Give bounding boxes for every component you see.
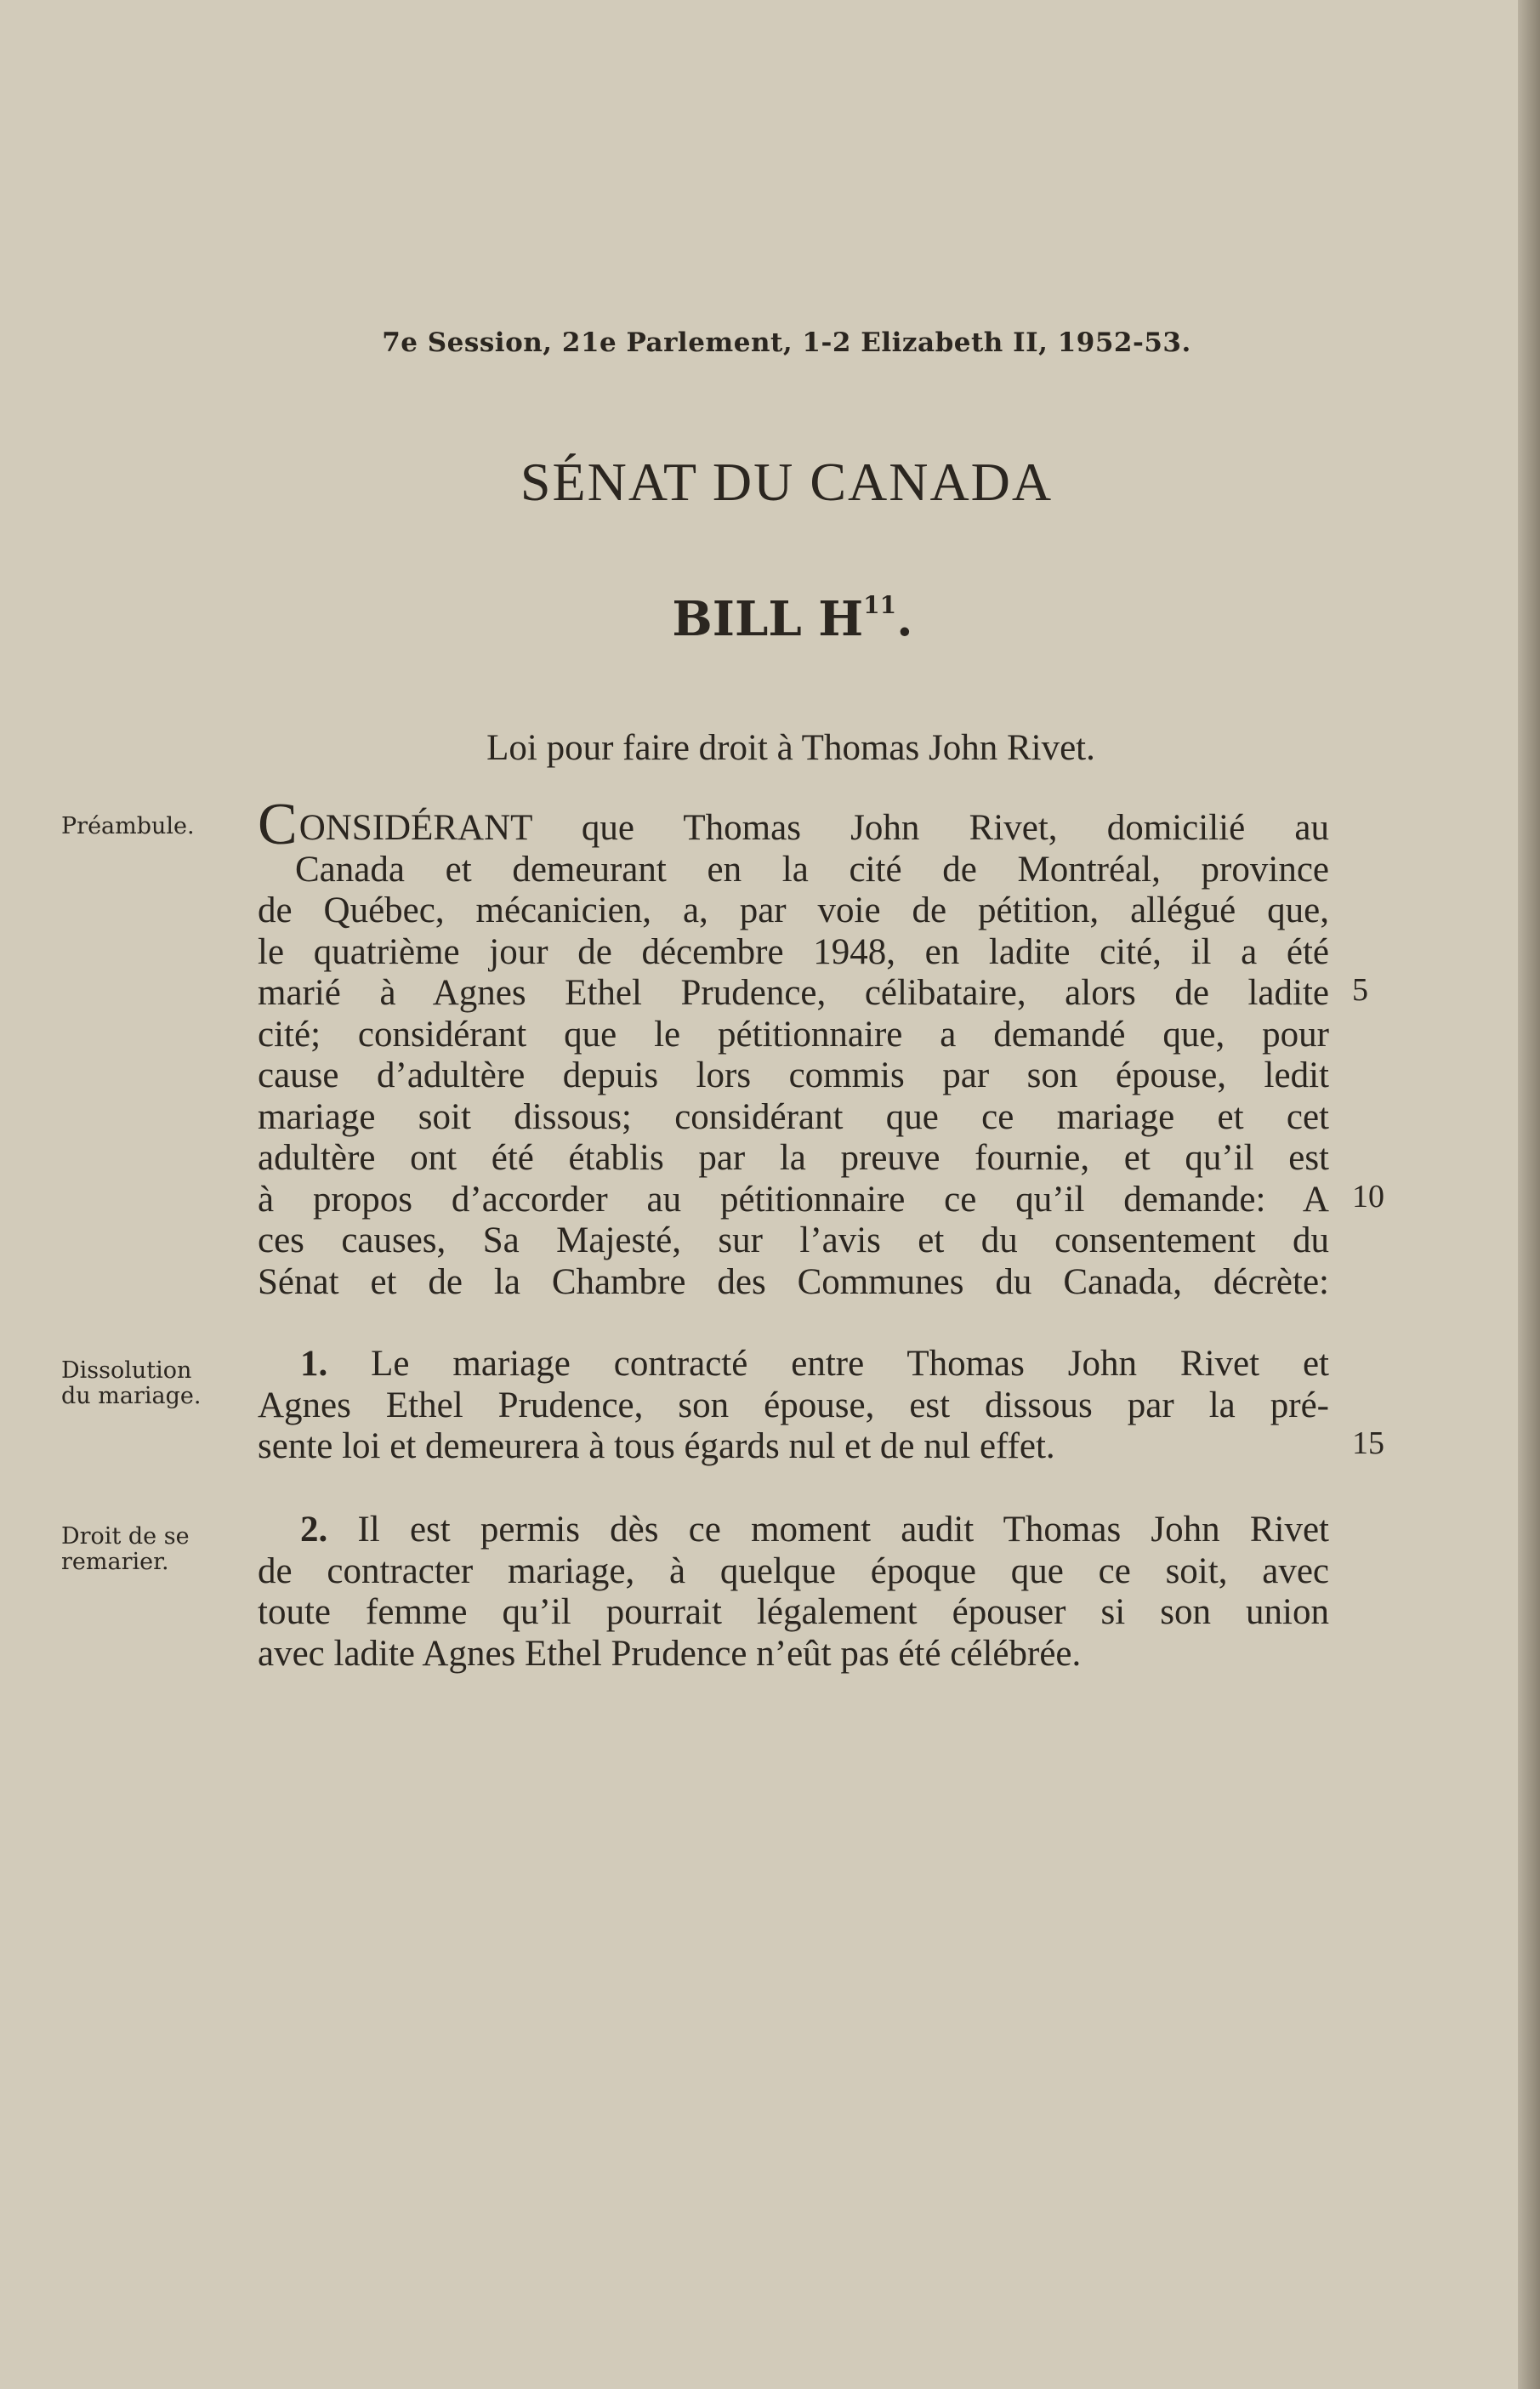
section-2-paragraph (258, 1510, 1329, 1675)
line-number-5: 5 (1352, 972, 1368, 1008)
bill-period: . (896, 591, 913, 647)
line-number-15: 15 (1352, 1425, 1384, 1461)
section-1-number: 1. (300, 1344, 328, 1384)
section-1-paragraph (258, 1344, 1329, 1468)
section-2-line-1: 2. Il est permis dès ce moment audit Thomas John Rivet (300, 1510, 1330, 1550)
bill-superscript: 11 (863, 591, 897, 619)
session-line: 7e Session, 21e Parlement, 1-2 Elizabeth II, 1952-53. (382, 327, 1191, 358)
margin-note-remarry-1: Droit de se (61, 1523, 190, 1550)
preamble-line-3: de Québec, mécanicien, a, par voie de pétition, allégué que, (258, 890, 1329, 930)
section-1-line-3: sente loi et demeurera à tous égards nul et de nul effet. (258, 1426, 1055, 1466)
drop-cap: C (258, 792, 298, 857)
preamble-paragraph (258, 792, 1329, 1303)
margin-note-preamble: Préambule. (61, 813, 195, 839)
chamber-title: SÉNAT DU CANADA (520, 452, 1054, 512)
preamble-line-6: cité; considérant que le pétitionnaire a demandé que, pour (258, 1014, 1329, 1055)
section-1-line-2: Agnes Ethel Prudence, son épouse, est dissous par la pré- (258, 1385, 1329, 1425)
page-edge (1518, 0, 1540, 2389)
preamble-line-8: mariage soit dissous; considérant que ce mariage et cet (258, 1096, 1329, 1137)
preamble-line-4: le quatrième jour de décembre 1948, en ladite cité, il a été (258, 931, 1329, 972)
preamble-line-7: cause d’adultère depuis lors commis par son épouse, ledit (258, 1055, 1329, 1095)
bill-number (0, 591, 1540, 647)
preamble-line-2: Canada et demeurant en la cité de Montréal, province (295, 849, 1329, 890)
section-2-number: 2. (300, 1510, 328, 1550)
preamble-line-1: CONSIDÉRANT que Thomas John Rivet, domicilié au (258, 792, 1329, 857)
bill-label: BILL H (672, 591, 864, 647)
section-1-line-1: 1. Le mariage contracté entre Thomas John Rivet et (300, 1344, 1329, 1384)
preamble-line-12: Sénat et de la Chambre des Communes du Canada, décrète: (258, 1261, 1329, 1302)
preamble-line-11: ces causes, Sa Majesté, sur l’avis et du consentement du (258, 1220, 1329, 1260)
preamble-line-9: adultère ont été établis par la preuve fournie, et qu’il est (258, 1138, 1329, 1178)
margin-note-remarry-2: remarier. (61, 1549, 169, 1575)
section-2-line-4: avec ladite Agnes Ethel Prudence n’eût pas été célébrée. (258, 1633, 1082, 1674)
short-title: Loi pour faire droit à Thomas John Rivet. (486, 728, 1095, 768)
section-2-line-3: toute femme qu’il pourrait légalement épouser si son union (258, 1592, 1329, 1632)
section-2-line-2: de contracter mariage, à quelque époque que ce soit, avec (258, 1550, 1329, 1591)
margin-note-dissolution-2: du mariage. (61, 1383, 202, 1409)
preamble-line-10: à propos d’accorder au pétitionnaire ce qu’il demande: A (258, 1179, 1329, 1220)
line-number-10: 10 (1352, 1179, 1384, 1214)
preamble-line-5: marié à Agnes Ethel Prudence, célibataire, alors de ladite (258, 973, 1329, 1013)
margin-note-dissolution-1: Dissolution (61, 1357, 192, 1384)
